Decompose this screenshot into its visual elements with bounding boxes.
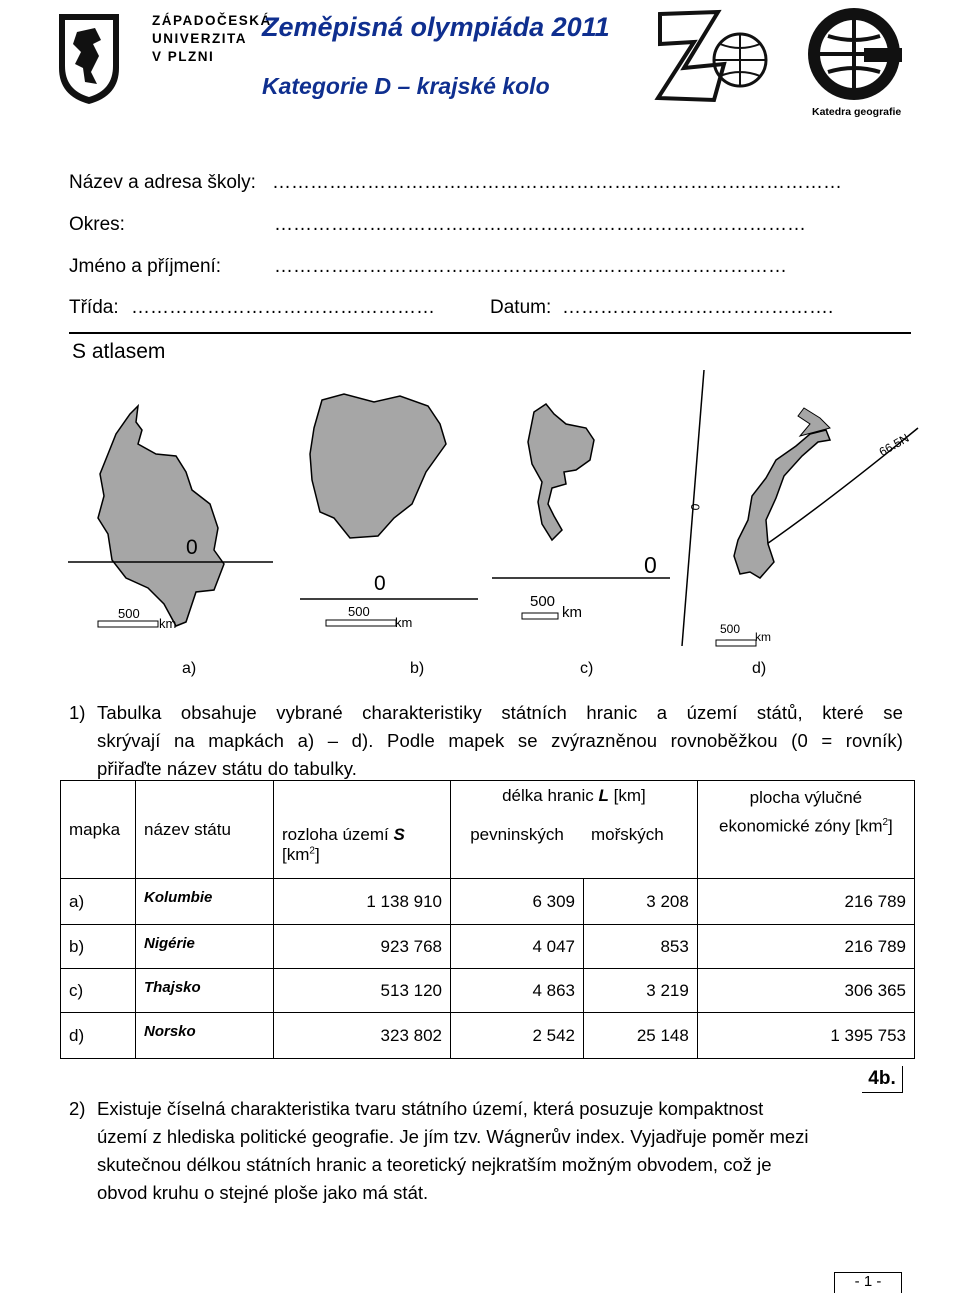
question-2-number: 2) bbox=[69, 1098, 86, 1119]
map-d-letter: d) bbox=[752, 660, 767, 677]
header-sea: mořských bbox=[591, 824, 664, 844]
map-b-unit: km bbox=[395, 615, 413, 630]
map-c-zero: 0 bbox=[644, 552, 657, 578]
university-name: ZÁPADOČESKÁ UNIVERZITA V PLZNI bbox=[152, 13, 272, 64]
row-map: a) bbox=[61, 879, 136, 925]
section-rule bbox=[69, 332, 911, 334]
map-b-letter: b) bbox=[410, 660, 425, 677]
row-country: Thajsko bbox=[136, 969, 274, 1013]
map-b-scale: 500 bbox=[348, 604, 370, 619]
map-a-zero: 0 bbox=[186, 536, 198, 559]
map-d-unit: km bbox=[755, 630, 771, 644]
row-country: Kolumbie bbox=[136, 879, 274, 925]
section-title: S atlasem bbox=[72, 340, 166, 363]
map-d bbox=[680, 360, 920, 652]
question-1-text bbox=[97, 699, 903, 783]
map-d-parallel: 66.5N bbox=[876, 430, 912, 460]
row-eez: 216 789 bbox=[697, 879, 914, 925]
document-subtitle: Kategorie D – krajské kolo bbox=[262, 73, 550, 99]
row-sea: 25 148 bbox=[584, 1013, 698, 1059]
date-dots: ……………………………………. bbox=[562, 297, 834, 318]
row-eez: 216 789 bbox=[697, 925, 914, 969]
document-title: Zeměpisná olympiáda 2011 bbox=[262, 12, 610, 42]
row-area: 323 802 bbox=[274, 1013, 451, 1059]
school-label: Název a adresa školy: bbox=[69, 172, 256, 193]
school-dots: ……………………………………………………………………………… bbox=[272, 172, 842, 193]
question-2-text bbox=[97, 1095, 917, 1207]
school-field[interactable] bbox=[69, 172, 842, 194]
row-area: 1 138 910 bbox=[274, 879, 451, 925]
district-field[interactable] bbox=[69, 214, 806, 236]
country-table bbox=[60, 780, 915, 1059]
name-dots: ……………………………………………………………………… bbox=[274, 256, 787, 277]
question-1-line: skrývají na mapkách a) – d). Podle mapek se zvýrazněnou rovnoběžkou (0 = rovník) bbox=[97, 730, 903, 751]
question-2-line: území z hlediska politické geografie. Je jím tzv. Wágnerův index. Vyjadřuje poměr mezi bbox=[97, 1126, 809, 1147]
row-eez: 306 365 bbox=[697, 969, 914, 1013]
question-2-line: Existuje číselná charakteristika tvaru státního území, která posuzuje kompaktnost bbox=[97, 1098, 764, 1119]
row-country: Nigérie bbox=[136, 925, 274, 969]
row-eez: 1 395 753 bbox=[697, 1013, 914, 1059]
map-c-unit: km bbox=[562, 604, 582, 621]
question-2-line: obvod kruhu o stejné ploše jako má stát. bbox=[97, 1182, 429, 1203]
class-label: Třída: bbox=[69, 297, 119, 318]
header-map: mapka bbox=[61, 781, 136, 879]
row-land: 4 863 bbox=[451, 969, 584, 1013]
row-sea: 853 bbox=[584, 925, 698, 969]
row-map: c) bbox=[61, 969, 136, 1013]
row-sea: 3 208 bbox=[584, 879, 698, 925]
table-row bbox=[61, 925, 915, 969]
row-country: Norsko bbox=[136, 1013, 274, 1059]
class-field[interactable] bbox=[69, 297, 435, 319]
header-border-subheaders bbox=[451, 820, 697, 878]
row-land: 6 309 bbox=[451, 879, 584, 925]
row-map: b) bbox=[61, 925, 136, 969]
page-number: - 1 - bbox=[834, 1272, 902, 1293]
points-box: 4b. bbox=[862, 1066, 903, 1093]
question-1-line: Tabulka obsahuje vybrané charakteristiky státních hranic a území států, které se bbox=[97, 702, 903, 723]
class-dots: ………………………………………… bbox=[131, 297, 435, 318]
question-1-line: přiřaďte název státu do tabulky. bbox=[97, 758, 358, 779]
row-sea: 3 219 bbox=[584, 969, 698, 1013]
map-c-scale: 500 bbox=[530, 593, 556, 610]
header-land: pevninských bbox=[470, 824, 564, 844]
map-d-zero: 0 bbox=[688, 503, 703, 511]
table-row bbox=[61, 1013, 915, 1059]
map-a-scale: 500 bbox=[118, 606, 140, 621]
olympiad-logo bbox=[654, 4, 770, 108]
map-a bbox=[68, 400, 278, 640]
map-d-scale: 500 bbox=[720, 622, 741, 636]
name-label: Jméno a příjmení: bbox=[69, 256, 222, 277]
map-a-letter: a) bbox=[182, 660, 197, 677]
header-area: rozloha území S $[km^2]$ bbox=[274, 781, 451, 879]
map-a-unit: km bbox=[159, 616, 177, 631]
district-dots: ………………………………………………………………………… bbox=[274, 214, 806, 235]
district-label: Okres: bbox=[69, 214, 125, 235]
map-b bbox=[300, 388, 485, 638]
geography-department-logo bbox=[804, 4, 904, 120]
table-row bbox=[61, 969, 915, 1013]
university-logo bbox=[55, 10, 123, 106]
row-map: d) bbox=[61, 1013, 136, 1059]
row-area: 513 120 bbox=[274, 969, 451, 1013]
map-b-zero: 0 bbox=[374, 572, 386, 595]
header-name: název státu bbox=[136, 781, 274, 879]
question-1-number: 1) bbox=[69, 702, 86, 723]
table-row bbox=[61, 879, 915, 925]
department-caption: Katedra geografie bbox=[812, 106, 902, 118]
name-field[interactable] bbox=[69, 256, 787, 278]
header-border-length bbox=[451, 781, 698, 879]
map-c-letter: c) bbox=[580, 660, 594, 677]
table-header-row bbox=[61, 781, 915, 879]
date-label: Datum: bbox=[490, 297, 552, 318]
header-border-title: délka hranic L [km] bbox=[502, 785, 646, 805]
date-field[interactable] bbox=[490, 297, 834, 319]
question-2-line: skutečnou délkou státních hranic a teoretický nejkratším možným obvodem, což je bbox=[97, 1154, 772, 1175]
header-eez: plocha výlučné ekonomické zóny $[km^2]$ bbox=[697, 781, 914, 879]
row-land: 2 542 bbox=[451, 1013, 584, 1059]
row-land: 4 047 bbox=[451, 925, 584, 969]
map-c bbox=[490, 400, 672, 630]
row-area: 923 768 bbox=[274, 925, 451, 969]
